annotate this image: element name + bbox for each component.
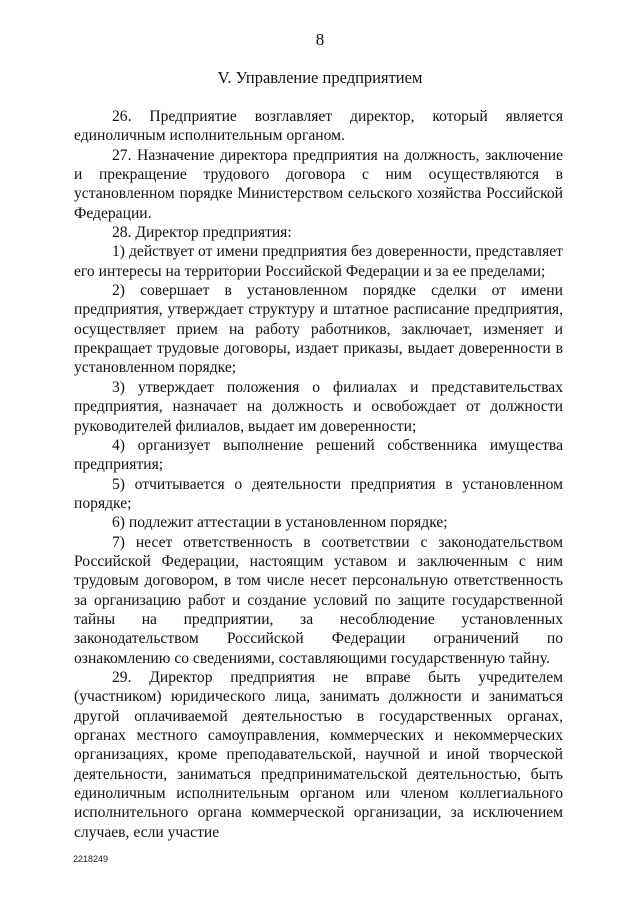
- paragraph-29: 29. Директор предприятия не вправе быть учредителем (участником) юридического лица, занимать должности и заниматься другой оплачиваемой деятельностью в государственных органах, органах местного самоуправления, коммерческих и некоммерческих организациях, кроме преподавательской, научной и иной творческой деятельности, заниматься предпринимательской деятельностью, быть единоличным исполнительным органом или членом коллегиального исполнительного органа коммерческой организации, за исключением случаев, если участие: [74, 668, 563, 841]
- paragraph-26: 26. Предприятие возглавляет директор, который является единоличным исполнительным органом.: [74, 108, 563, 145]
- paragraph-27: 27. Назначение директора предприятия на должность, заключение и прекращение трудового договора с ним осуществляются в установленном порядке Министерством сельского хозяйства Российской Федерации.: [74, 146, 563, 222]
- paragraph-28-item-4: 4) организует выполнение решений собственника имущества предприятия;: [74, 436, 563, 474]
- paragraph-28-item-3: 3) утверждает положения о филиалах и представительствах предприятия, назначает на должность и освобождает от должности руководителей филиалов, выдает им доверенности;: [74, 378, 563, 435]
- paragraph-28-item-7: 7) несет ответственность в соответствии с законодательством Российской Федерации, настоящим уставом и заключенным с ним трудовым договором, в том числе несет персональную ответственность за организацию работ и создание условий по защите государственной тайны на предприятии, за несоблюдение установленных законодательством Российской Федерации ограничений по ознакомлению со сведениями, составляющими государственную тайну.: [74, 533, 563, 667]
- paragraph-28-item-1: 1) действует от имени предприятия без доверенности, представляет его интересы на территории Российской Федерации и за ее пределами;: [74, 243, 563, 280]
- paragraph-28-item-6: 6) подлежит аттестации в установленном порядке;: [112, 514, 448, 532]
- paragraph-28-item-5: 5) отчитывается о деятельности предприятия в установленном порядке;: [74, 475, 563, 512]
- document-body: [74, 107, 563, 842]
- section-title: V. Управление предприятием: [217, 68, 423, 87]
- paragraph-28: 28. Директор предприятия:: [112, 224, 292, 242]
- paragraph-28-item-2: 2) совершает в установленном порядке сделки от имени предприятия, утверждает структуру и штатное расписание предприятия, осуществляет прием на работу работников, заключает, изменяет и прекращает трудовые договоры, издает приказы, выдает доверенности в установленном порядке;: [74, 282, 563, 377]
- page-number: 8: [315, 30, 325, 49]
- document-code: 2218249: [73, 854, 109, 864]
